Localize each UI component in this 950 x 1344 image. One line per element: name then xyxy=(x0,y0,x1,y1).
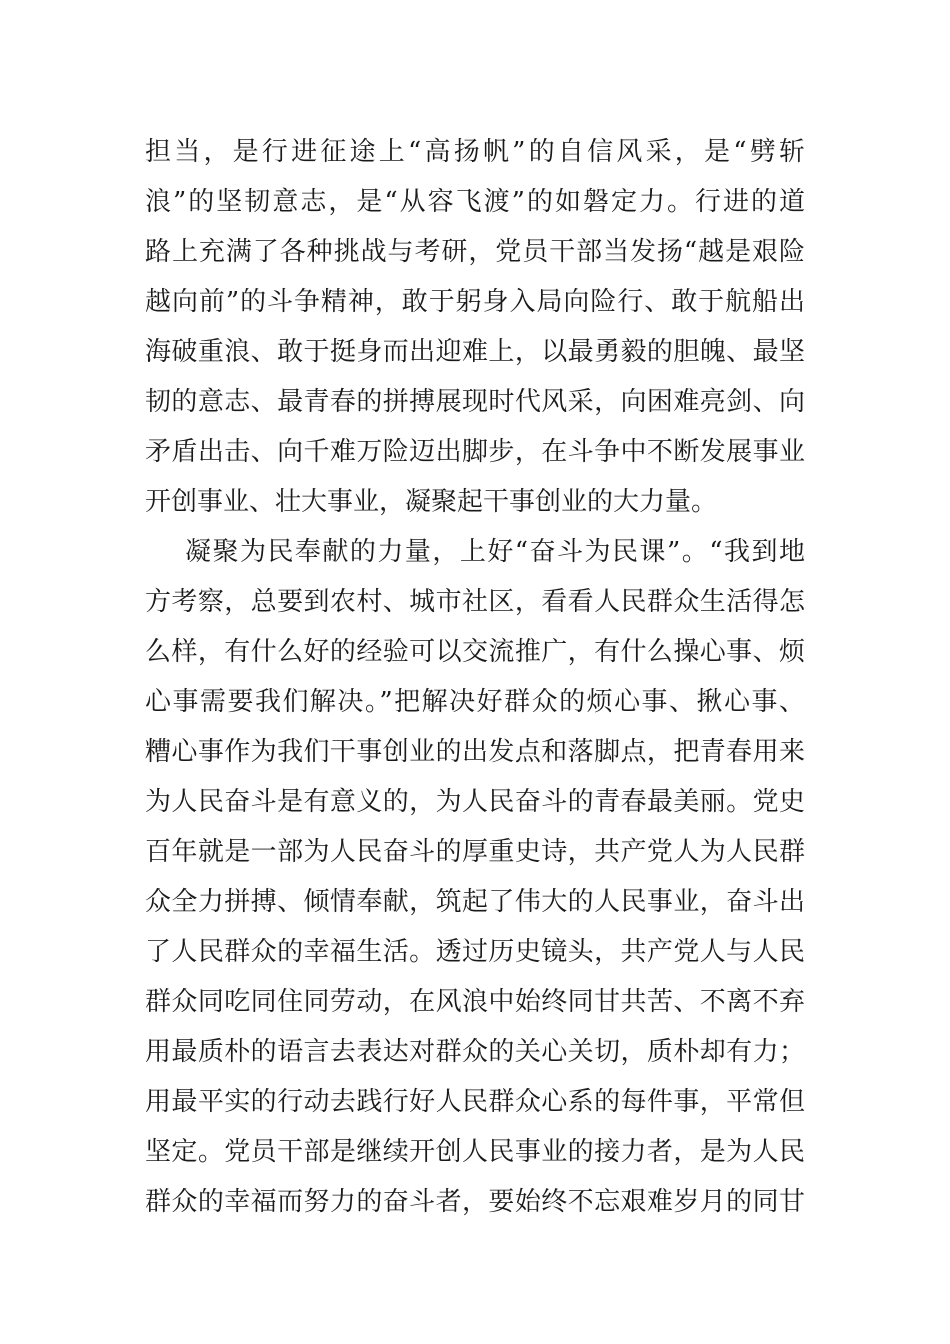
text-line: 海破重浪、敢于挺身而出迎难上，以最勇毅的胆魄、最坚 xyxy=(145,337,805,367)
paragraph-start-line: 凝聚为民奉献的力量，上好“奋斗为民课”。“我到地 xyxy=(185,537,805,567)
text-line: 用最质朴的语言去表达对群众的关心关切，质朴却有力； xyxy=(145,1037,805,1067)
text-line: 浪”的坚韧意志，是“从容飞渡”的如磐定力。行进的道 xyxy=(145,187,805,217)
text-line: 百年就是一部为人民奋斗的厚重史诗，共产党人为人民群 xyxy=(145,837,805,867)
text-line: 糟心事作为我们干事创业的出发点和落脚点，把青春用来 xyxy=(145,737,805,767)
body-text xyxy=(145,127,805,1227)
text-line: 矛盾出击、向千难万险迈出脚步，在斗争中不断发展事业 xyxy=(145,437,805,467)
text-line: 路上充满了各种挑战与考研，党员干部当发扬“越是艰险 xyxy=(145,237,805,267)
text-line: 方考察，总要到农村、城市社区，看看人民群众生活得怎 xyxy=(145,587,805,617)
text-line: 么样，有什么好的经验可以交流推广，有什么操心事、烦 xyxy=(145,637,805,667)
text-line: 担当，是行进征途上“高扬帆”的自信风采，是“劈斩 xyxy=(145,137,805,167)
text-line: 为人民奋斗是有意义的，为人民奋斗的青春最美丽。党史 xyxy=(145,787,805,817)
text-line: 心事需要我们解决。”把解决好群众的烦心事、揪心事、 xyxy=(145,687,805,717)
text-line: 韧的意志、最青春的拼搏展现时代风采，向困难亮剑、向 xyxy=(145,387,805,417)
text-line: 用最平实的行动去践行好人民群众心系的每件事，平常但 xyxy=(145,1087,805,1117)
text-line: 群众同吃同住同劳动，在风浪中始终同甘共苦、不离不弃 xyxy=(145,987,805,1017)
text-line: 了人民群众的幸福生活。透过历史镜头，共产党人与人民 xyxy=(145,937,805,967)
text-line: 越向前”的斗争精神，敢于躬身入局向险行、敢于航船出 xyxy=(145,287,805,317)
text-line: 群众的幸福而努力的奋斗者，要始终不忘艰难岁月的同甘 xyxy=(145,1187,805,1217)
text-line: 众全力拼搏、倾情奉献，筑起了伟大的人民事业，奋斗出 xyxy=(145,887,805,917)
text-line: 坚定。党员干部是继续开创人民事业的接力者，是为人民 xyxy=(145,1137,805,1167)
text-line: 开创事业、壮大事业，凝聚起干事创业的大力量。 xyxy=(145,487,718,517)
